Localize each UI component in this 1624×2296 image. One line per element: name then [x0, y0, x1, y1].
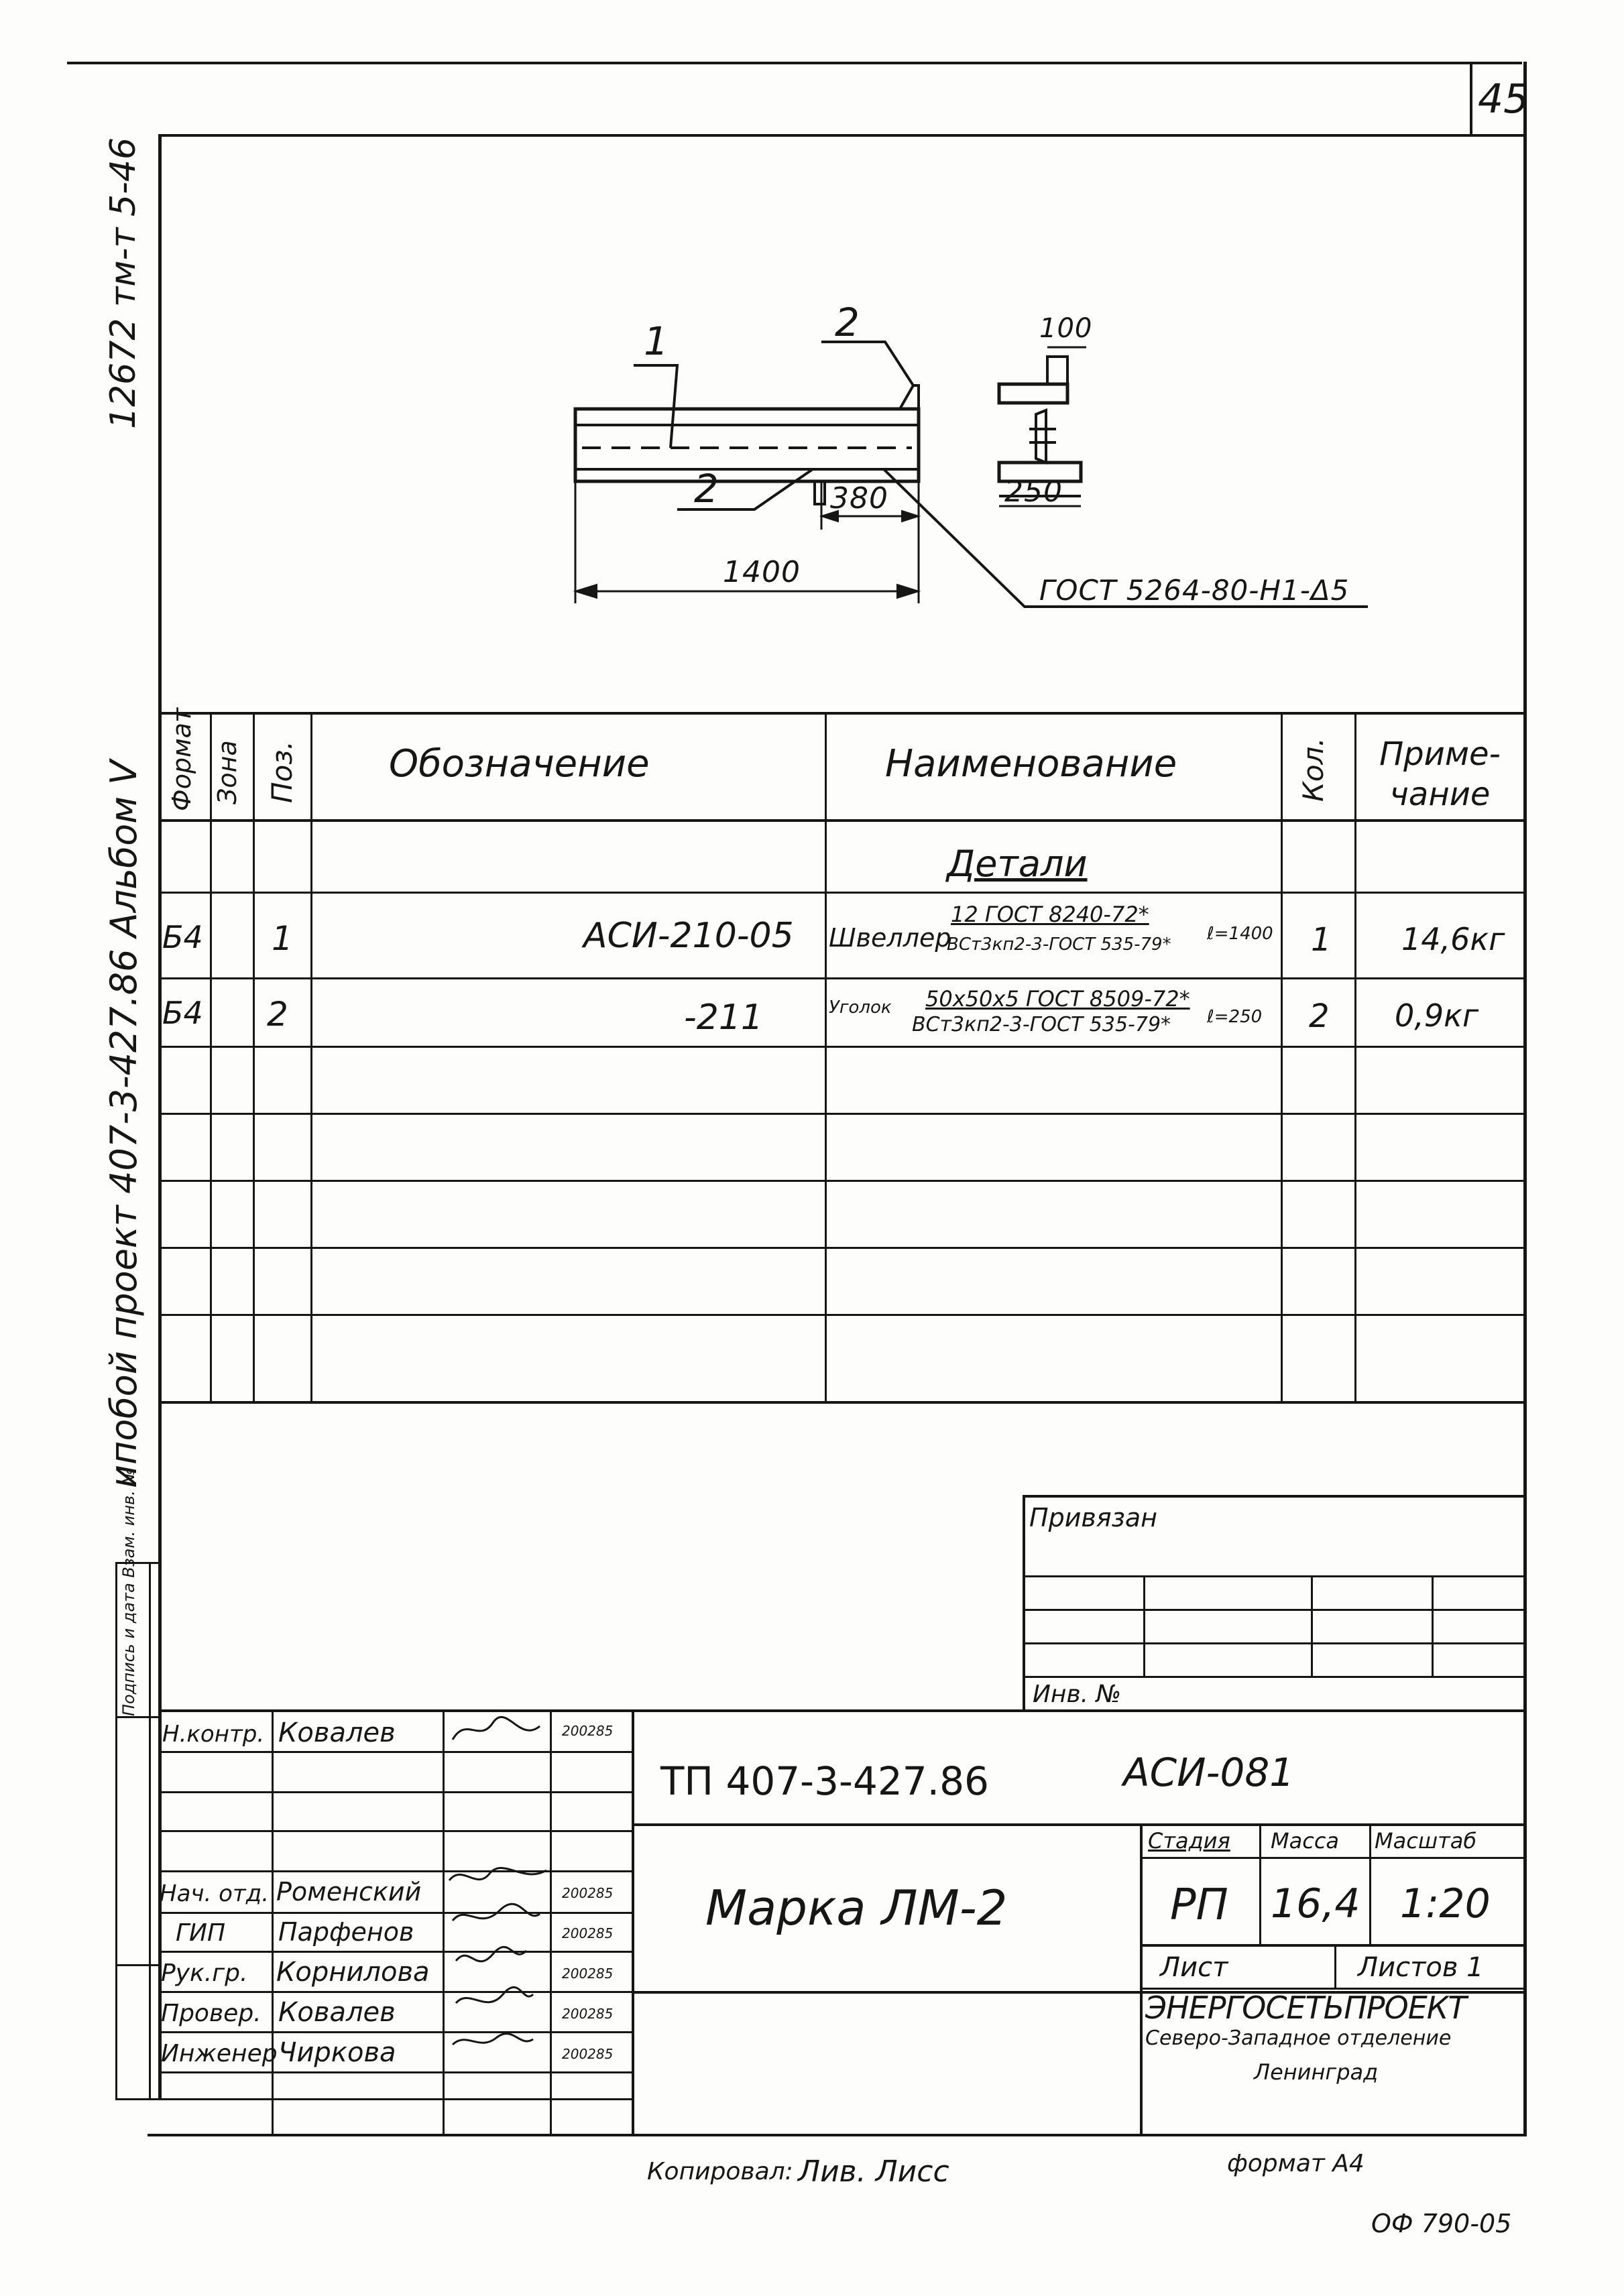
- staff-role-5: Провер.: [161, 2000, 262, 2027]
- privyazan-col-2: [1311, 1575, 1313, 1676]
- row2-note: 0,9кг: [1395, 998, 1479, 1034]
- staff-name-6: Чиркова: [278, 2037, 396, 2068]
- staff-row-5: [158, 1912, 633, 1914]
- privyazan-col-1: [1143, 1575, 1145, 1676]
- privyazan-label: Привязан: [1029, 1503, 1157, 1532]
- dim-250-label: 250: [1004, 475, 1063, 509]
- margin-stamp-div-1: [115, 1716, 160, 1718]
- org-branch: Северо-Западное отделение: [1145, 2027, 1452, 2050]
- spec-col-name: [1281, 712, 1283, 1402]
- sheet-number: 45: [1478, 76, 1529, 123]
- staff-date-3: 200285: [562, 1925, 614, 1941]
- staff-name-5: Ковалев: [278, 1997, 396, 2028]
- section-top-angle-leg: [1047, 357, 1067, 384]
- row1-designation: АСИ-210-05: [583, 916, 794, 956]
- leader-pos1: [634, 365, 677, 448]
- spec-row-line-7: [158, 1314, 1523, 1316]
- title-top: [158, 1709, 1523, 1712]
- signature-1: [453, 1717, 540, 1740]
- signature-4: [456, 1947, 526, 1961]
- scale-value: 1:20: [1400, 1880, 1491, 1927]
- drawing-title: Марка ЛМ-2: [705, 1880, 1008, 1936]
- sheet-label: Лист: [1160, 1952, 1228, 1983]
- copied-label: Копировал:: [647, 2158, 793, 2185]
- staff-date-5: 200285: [562, 2006, 614, 2022]
- staff-name-2: Роменский: [276, 1877, 422, 1907]
- margin-stamp-div-2: [115, 1964, 160, 1966]
- dim-1400-arrow-left: [575, 585, 597, 598]
- staff-name-1: Ковалев: [278, 1717, 396, 1748]
- doc-code: ТП 407-3-427.86: [660, 1758, 989, 1804]
- stage-value: РП: [1170, 1880, 1228, 1930]
- side-text-lower: Подпись и дата Взам. инв. №: [119, 1468, 138, 1716]
- privyazan-row-1: [1023, 1575, 1523, 1577]
- part-drawing: [0, 0, 1624, 670]
- spec-row-line-2: [158, 977, 1523, 979]
- spec-col-format: [210, 712, 212, 1402]
- staff-row-9: [158, 2071, 633, 2073]
- header-designation: Обозначение: [389, 742, 650, 786]
- header-pos: Поз.: [266, 741, 298, 803]
- org-name: ЭНЕРГОСЕТЬПРОЕКТ: [1145, 1990, 1466, 2026]
- row1-name-bottom: ВСт3кп2-3-ГОСТ 535-79*: [947, 934, 1171, 955]
- spec-row-line-1: [158, 892, 1523, 894]
- spec-row-line-5: [158, 1180, 1523, 1182]
- section-channel: [1029, 410, 1056, 463]
- spec-header-bottom: [158, 819, 1523, 822]
- spec-col-qty: [1354, 712, 1356, 1402]
- dim-380-label: 380: [830, 481, 888, 516]
- staff-row-1: [158, 1751, 633, 1753]
- row2-name-len: ℓ=250: [1207, 1007, 1263, 1027]
- signature-3: [453, 1904, 540, 1921]
- header-format: Формат: [167, 707, 196, 811]
- sheets-label: Листов 1: [1358, 1952, 1484, 1983]
- privyazan-row-3: [1023, 1642, 1523, 1644]
- org-city: Ленинград: [1254, 2059, 1379, 2085]
- dim-1400-arrow-right: [897, 585, 919, 598]
- staff-role-2: Нач. отд.: [160, 1880, 270, 1907]
- row2-name-main: Уголок: [829, 998, 892, 1018]
- row1-pos: 1: [272, 919, 293, 958]
- staff-role-6: Инженер: [161, 2040, 278, 2067]
- staff-role-4: Рук.гр.: [161, 1959, 248, 1987]
- row2-name-top: 50х50х5 ГОСТ 8509-72*: [925, 986, 1190, 1012]
- margin-stamp-bottom: [115, 2098, 160, 2100]
- row1-name-top: 12 ГОСТ 8240-72*: [951, 902, 1149, 927]
- margin-stamp-mid: [149, 1562, 151, 2098]
- pos1-callout: 1: [644, 318, 669, 364]
- format-label: формат А4: [1227, 2150, 1365, 2177]
- spec-col-pos: [310, 712, 312, 1402]
- dim-100-label: 100: [1039, 313, 1093, 344]
- dim-380-arrow-right: [902, 511, 919, 522]
- mass-label: Масса: [1271, 1828, 1340, 1854]
- staff-role-3: ГИП: [176, 1919, 226, 1947]
- staff-date-6: 200285: [562, 2046, 614, 2062]
- staff-row-8: [158, 2031, 633, 2033]
- staff-row-4: [158, 1870, 633, 1872]
- row1-name-main: Швеллер: [829, 923, 951, 953]
- scale-label: Масштаб: [1375, 1828, 1477, 1854]
- spec-row-line-8: [158, 1401, 1523, 1404]
- frame-bottom-line: [148, 2134, 1527, 2136]
- sheet-row-top: [1140, 1944, 1523, 1947]
- signature-6: [453, 2034, 533, 2045]
- row2-pos: 2: [267, 995, 288, 1034]
- spec-top-line: [158, 712, 1523, 715]
- row1-qty: 1: [1311, 921, 1332, 959]
- staff-name-4: Корнилова: [276, 1957, 430, 1988]
- privyazan-col-3: [1432, 1575, 1434, 1676]
- row1-name-len: ℓ=1400: [1207, 924, 1273, 944]
- row2-format: Б4: [162, 995, 203, 1031]
- side-text-middle: ипобой проект 407-3-427.86 Альбом Ⅴ: [103, 760, 145, 1488]
- angle-top: [900, 385, 919, 409]
- stage-header-bottom: [1140, 1857, 1523, 1859]
- section-top-angle: [999, 384, 1067, 403]
- spec-col-designation: [825, 712, 827, 1402]
- pos2-bottom-callout: 2: [694, 466, 719, 511]
- sheet-code: АСИ-081: [1123, 1750, 1295, 1795]
- angle-bottom: [815, 481, 825, 504]
- privyazan-row-4: [1023, 1676, 1523, 1678]
- staff-row-3: [158, 1830, 633, 1832]
- staff-date-4: 200285: [562, 1966, 614, 1982]
- row2-designation: -211: [684, 998, 764, 1038]
- staff-date-2: 200285: [562, 1885, 614, 1901]
- header-zone: Зона: [213, 740, 242, 804]
- staff-row-10: [158, 2098, 633, 2100]
- side-text-top: 12672 тм-т 5-46: [103, 137, 143, 429]
- staff-date-1: 200285: [562, 1723, 614, 1739]
- header-qty: Кол.: [1297, 737, 1330, 802]
- signature-2: [449, 1868, 546, 1880]
- signatures: [439, 1709, 553, 2098]
- stage-col-1: [1259, 1823, 1261, 1944]
- row1-format: Б4: [162, 919, 203, 955]
- weld-note: ГОСТ 5264-80-Н1-Δ5: [1039, 574, 1350, 607]
- spec-row-line-3: [158, 1046, 1523, 1048]
- signature-5: [456, 1987, 533, 2003]
- staff-name-3: Парфенов: [278, 1917, 414, 1947]
- header-name: Наименование: [885, 742, 1177, 786]
- row2-qty: 2: [1309, 998, 1330, 1035]
- leader-pos2-top: [821, 342, 913, 385]
- inv-number-label: Инв. №: [1033, 1681, 1122, 1708]
- dim-1400-label: 1400: [723, 555, 801, 589]
- spec-col-zone: [253, 712, 255, 1402]
- spec-row-line-6: [158, 1247, 1523, 1249]
- staff-row-2: [158, 1791, 633, 1793]
- privyazan-row-2: [1023, 1609, 1523, 1611]
- stage-label: Стадия: [1148, 1828, 1230, 1854]
- row2-name-bottom: ВСт3кп2-3-ГОСТ 535-79*: [912, 1013, 1171, 1036]
- staff-role-1: Н.контр.: [162, 1721, 265, 1748]
- header-note: Приме-чание: [1379, 735, 1501, 813]
- pos2-top-callout: 2: [835, 300, 860, 345]
- sheet-col: [1334, 1944, 1336, 1988]
- row1-note: 14,6кг: [1401, 921, 1505, 957]
- title-stage-left: [1140, 1823, 1143, 2135]
- staff-row-6: [158, 1951, 633, 1953]
- staff-row-7: [158, 1991, 633, 1993]
- spec-row-line-4: [158, 1113, 1523, 1115]
- stage-col-2: [1369, 1823, 1371, 1944]
- footer-code: ОФ 790-05: [1371, 2209, 1512, 2238]
- copied-name: Лив. Лисс: [798, 2155, 949, 2189]
- margin-stamp-left: [115, 1562, 117, 2098]
- mass-value: 16,4: [1271, 1880, 1360, 1927]
- section-heading-details: Детали: [947, 843, 1088, 885]
- privyazan-top: [1023, 1495, 1523, 1498]
- title-code-bottom: [632, 1823, 1523, 1826]
